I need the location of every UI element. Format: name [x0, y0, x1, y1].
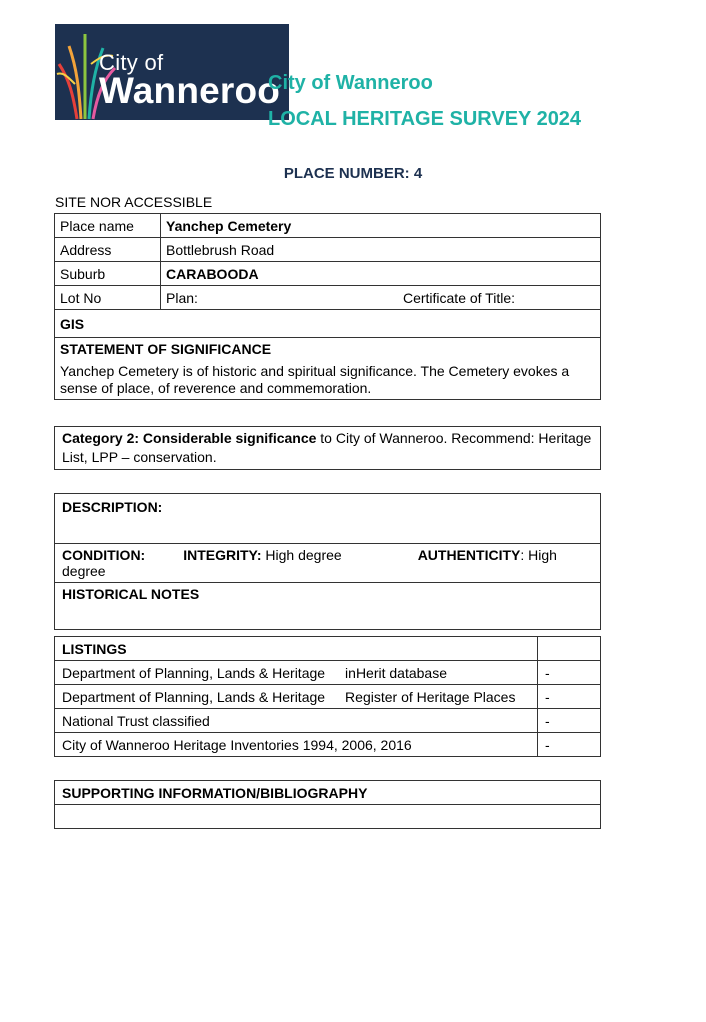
listing-value: - — [538, 661, 601, 685]
listing-value: - — [538, 685, 601, 709]
place-number: PLACE NUMBER: 4 — [283, 165, 423, 182]
site-note: SITE NOR ACCESSIBLE — [55, 194, 213, 210]
listing-value: - — [538, 733, 601, 757]
authenticity-value: : High degree — [62, 547, 557, 579]
table-row — [55, 262, 601, 286]
integrity-label: INTEGRITY: — [183, 547, 262, 563]
survey-heading: LOCAL HERITAGE SURVEY 2024 — [268, 108, 582, 130]
certificate-label: Certificate of Title: — [402, 289, 515, 306]
category-table — [54, 426, 601, 470]
listing-item — [55, 661, 538, 685]
integrity-value: High degree — [261, 547, 342, 563]
place-name-label: Place name — [55, 214, 161, 238]
description-table — [54, 493, 601, 630]
org-heading: City of Wanneroo — [268, 72, 433, 94]
listings-table — [54, 636, 601, 757]
logo-wanneroo-text: Wanneroo — [99, 70, 281, 111]
listing-item: National Trust classified — [55, 709, 538, 733]
table-row — [55, 781, 601, 805]
gis-label: GIS — [55, 310, 601, 338]
plan-label: Plan: — [166, 289, 198, 306]
city-logo — [55, 24, 289, 120]
category-cell — [55, 427, 601, 470]
historical-notes-label: HISTORICAL NOTES — [55, 583, 601, 630]
address-value: Bottlebrush Road — [161, 238, 601, 262]
listing-source: Department of Planning, Lands & Heritage — [62, 664, 326, 681]
table-row — [55, 685, 601, 709]
lot-label: Lot No — [55, 286, 161, 310]
statement-text: Yanchep Cemetery is of historic and spiritual significance. The Cemetery evokes a sense of place, of reverence and commemoration. — [60, 363, 570, 396]
statement-title: STATEMENT OF SIGNIFICANCE — [60, 341, 272, 357]
listing-register: inHerit database — [345, 664, 447, 681]
listing-value: - — [538, 709, 601, 733]
category-label: Category 2: Considerable significance — [62, 430, 317, 446]
supporting-content — [55, 805, 601, 829]
category-text: to City of Wanneroo. Recommend: Heritage List, LPP – conservation. — [62, 430, 592, 465]
address-label: Address — [55, 238, 161, 262]
table-row — [55, 494, 601, 544]
place-name-value: Yanchep Cemetery — [161, 214, 601, 238]
table-row — [55, 583, 601, 630]
supporting-title: SUPPORTING INFORMATION/BIBLIOGRAPHY — [55, 781, 601, 805]
table-row — [55, 805, 601, 829]
listing-item — [55, 685, 538, 709]
table-row — [55, 427, 601, 470]
table-row — [55, 661, 601, 685]
condition-cell — [55, 544, 601, 583]
description-label: DESCRIPTION: — [55, 494, 601, 544]
table-row — [55, 238, 601, 262]
condition-label: CONDITION: — [62, 547, 146, 563]
listing-item: City of Wanneroo Heritage Inventories 1994, 2006, 2016 — [55, 733, 538, 757]
table-row — [55, 310, 601, 338]
table-row — [55, 733, 601, 757]
suburb-label: Suburb — [55, 262, 161, 286]
plan-cell — [161, 286, 601, 310]
supporting-table — [54, 780, 601, 829]
table-row — [55, 544, 601, 583]
listing-register: Register of Heritage Places — [345, 688, 516, 705]
table-row — [55, 286, 601, 310]
logo-city-text: City of — [99, 50, 164, 75]
table-row — [55, 709, 601, 733]
suburb-value: CARABOODA — [161, 262, 601, 286]
statement-cell — [55, 338, 601, 400]
listings-title: LISTINGS — [55, 637, 538, 661]
table-row — [55, 214, 601, 238]
table-row — [55, 637, 601, 661]
authenticity-label: AUTHENTICITY — [417, 547, 521, 563]
listing-source: Department of Planning, Lands & Heritage — [62, 688, 326, 705]
table-row — [55, 338, 601, 400]
details-table — [54, 213, 601, 400]
